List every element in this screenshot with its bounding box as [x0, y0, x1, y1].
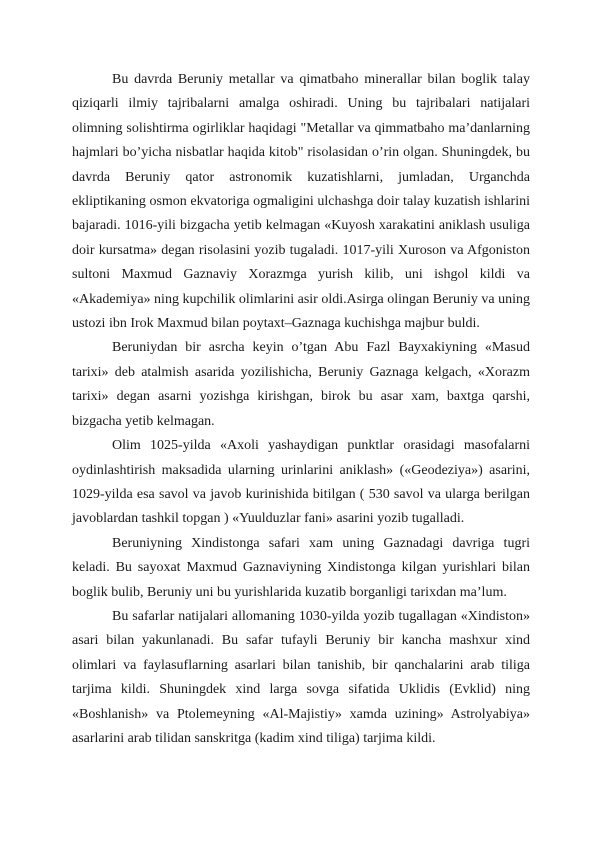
paragraph-4: Beruniyning Xindistonga safari xam uning Gaznadagi davriga tugri keladi. Bu sayoxat Maxmud Gaznaviyning Xindistonga kilgan yurishlari bilan boglik bulib, Beruniy uni bu yurishlarida kuzatib borganligi tarixdan ma’lum.	[72, 535, 530, 600]
paragraph-5: Bu safarlar natijalari allomaning 1030-yilda yozib tugallagan «Xindiston» asari bilan yakunlanadi. Bu safar tufayli Beruniy bir kancha mashxur xind olimlari va faylasuflarning asarlari bilan tanishib, bir qanchalarini arab tiliga tarjima kildi. Shuningdek xind larga sovga sifatida Uklidis (Evklid) ning «Boshlanish» va Ptolemeyning «Al-Majistiy» xamda uzining» Astrolyabiya» asarlarini arab tilidan sanskritga (kadim xind tiliga) tarjima kildi.	[72, 608, 530, 746]
paragraph-2: Beruniydan bir asrcha keyin o’tgan Abu Fazl Bayxakiyning «Masud tarixi» deb atalmish asarida yozilishicha, Beruniy Gaznaga kelgach, «Xorazm tarixi» degan asarni yozishga kirishgan, birok bu asar xam, baxtga qarshi, bizgacha yetib kelmagan.	[72, 340, 530, 429]
paragraph-3: Olim 1025-yilda «Axoli yashaydigan punktlar orasidagi masofalarni oydinlashtirish maksadida ularning urinlarini aniklash» («Geodeziya») asarini, 1029-yilda esa savol va javob kurinishida bitilgan ( 530 savol va ularga berilgan javoblardan tashkil topgan ) «Yuulduzlar fani» asarini yozib tugalladi.	[72, 438, 530, 527]
document-body	[72, 68, 530, 751]
paragraph-1: Bu davrda Beruniy metallar va qimatbaho minerallar bilan boglik talay qiziqarli ilmiy tajribalarni amalga oshiradi. Uning bu tajribalari natijalari olimning solishtirma ogirliklar haqidagi "Metallar va qimmatbaho ma’danlarning hajmlari bo’yicha nisbatlar haqida kitob" risolasidan o’rin olgan. Shuningdek, bu davrda Beruniy qator astronomik kuzatishlarni, jumladan, Urganchda ekliptikaning osmon ekvatoriga ogmaligini ulchashga doir talay kuzatish ishlarini bajaradi. 1016-yili bizgacha yetib kelmagan «Kuyosh xarakatini aniklash usuliga doir kursatma» degan risolasini yozib tugaladi. 1017-yili Xuroson va Afgoniston sultoni Maxmud Gaznaviy Xorazmga yurish kilib, uni ishgol kildi va «Akademiya» ning kupchilik olimlarini asir oldi.Asirga olingan Beruniy va uning ustozi ibn Irok Maxmud bilan poytaxt–Gaznaga kuchishga majbur buldi.	[72, 72, 530, 332]
